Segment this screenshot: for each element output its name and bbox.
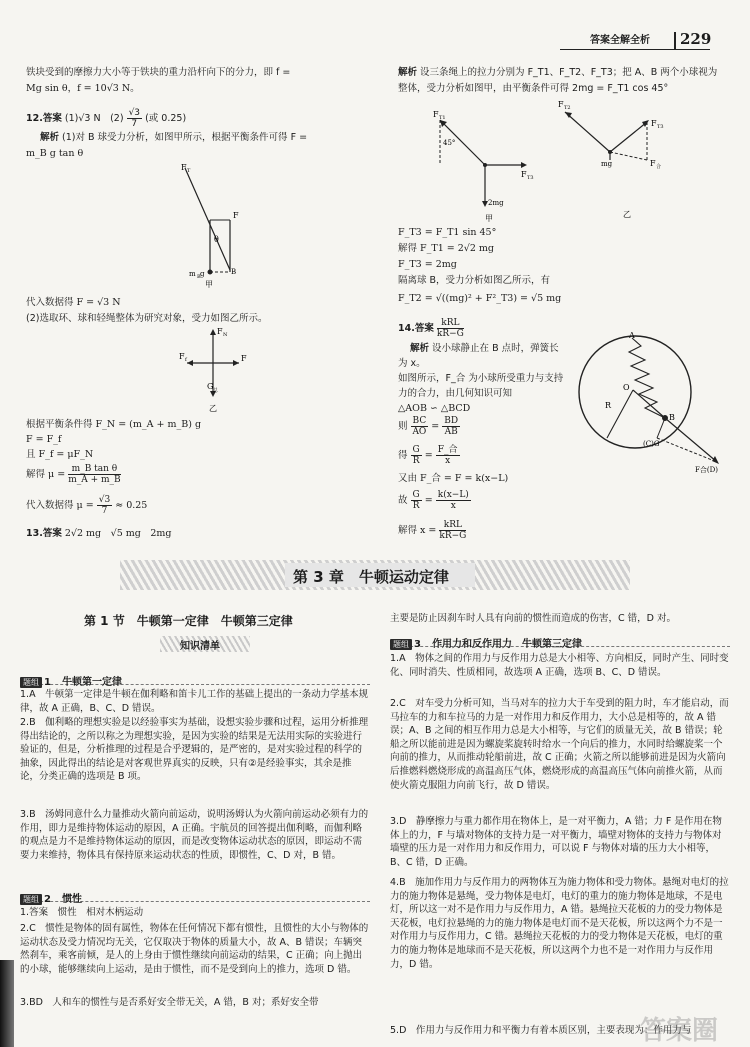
watermark: 答案圈 <box>640 1016 719 1046</box>
svg-text:T1: T1 <box>439 115 446 121</box>
svg-text:T3: T3 <box>527 175 534 181</box>
svg-text:总: 总 <box>213 388 219 394</box>
q14-l8: 又由 F_合 = F = k(x−L) <box>398 473 509 484</box>
fig-yi-label-right: 乙 <box>623 210 631 219</box>
svg-text:45°: 45° <box>443 139 456 147</box>
q12-answer <box>26 108 186 129</box>
q14-l7: 得 $\frac{G}{R}$ = $\frac{\text{F\_合}}{x}$ <box>398 445 458 466</box>
svg-text:F: F <box>217 327 223 336</box>
q14-l6: 则 $\frac{BC}{AO}$ = $\frac{BD}{AB}$ <box>398 416 459 437</box>
svg-text:F: F <box>179 352 185 361</box>
group3-item-5: 5.D 作用力与反作用力和平衡力有着本质区别，主要表现为：作用力与 <box>390 1025 692 1036</box>
eq5: 代入数据得 μ = $\frac{√3}{7}$ ≈ 0.25 <box>26 495 148 516</box>
rt-eq5: F_T2 = √((mg)² + F²_T3) = √5 mg <box>398 293 562 304</box>
eq4: 解得 μ = $\frac{\text{m\_B tan θ}}{m\_A + m\_B}$ <box>26 464 121 485</box>
svg-text:G: G <box>207 382 214 391</box>
figure-jia-right <box>425 105 535 225</box>
svg-text:R: R <box>605 401 612 410</box>
left-line1b: Mg sin θ，f = 10√3 N。 <box>26 83 140 94</box>
svg-text:F: F <box>558 100 564 109</box>
svg-text:B: B <box>197 274 201 280</box>
section-title: 第 1 节 牛顿第一定律 牛顿第三定律 <box>84 614 293 628</box>
knowledge-title: 知识清单 <box>180 641 220 652</box>
q12-no: 12. <box>26 113 43 124</box>
svg-text:T: T <box>187 168 191 174</box>
eq1: 根据平衡条件得 F_N = (m_A + m_B) g <box>26 419 202 430</box>
q12-answer-b: (或 0.25) <box>145 113 187 124</box>
group3-item-2: 2.C 对车受力分析可知，当马对车的拉力大于车受到的阻力时，车才能启动，而马拉车的力和车拉马的力是一对作用力和反作用力，大小总是相等的，故 A 错误；A、B 之间的相互作用力总是大小相等，与它们的质量无关，故 B 错误；轮船之所以能前进是因为螺旋桨旋转时给水一个向后的推力，水同时给螺旋桨一个向前的推力，从而推动轮船前进，故 C 正确；火箭之所以能够前进是因为火箭向后推燃料燃烧形成的高温高压气体，燃烧形成的高温高压气体向前推火箭，从而使火箭克服阻力向前飞行，故 D 错误。 <box>390 698 729 791</box>
svg-text:F: F <box>433 110 439 119</box>
group3-item-3: 3.D 静摩擦力与重力都作用在物体上，是一对平衡力，A 错；力 F 是作用在物体上的力，F 与墙对物体的支持力是一对平衡力，墙壁对物体的支持力与物体对墙壁的压力是一对作用力和反作用力，可以说 F 与物体对墙的压力大小相等，B、C 错，D 正确。 <box>390 816 722 868</box>
rt-eq2: 解得 F_T1 = 2√2 mg <box>398 243 494 254</box>
group1-heading: 题组 1 牛顿第一定律 <box>20 670 370 685</box>
figure-q14-circle <box>575 330 735 475</box>
q12-answer-a: (1)√3 N (2) <box>64 113 124 124</box>
svg-text:F: F <box>241 354 247 363</box>
analysis2: (2)选取环、球和轻绳整体为研究对象，受力如图乙所示。 <box>26 313 268 324</box>
group3-item-1: 1.A 物体之间的作用力与反作用力总是大小相等、方向相反，同时产生、同时变化、同时消失、性质相同，故选项 A 正确，选项 B、C、D 错误。 <box>390 653 729 678</box>
rt-eq3: F_T3 = 2mg <box>398 259 457 270</box>
fig-yi-label-left: 乙 <box>209 404 217 413</box>
q14-l1: 解析 设小球静止在 B 点时，弹簧长 <box>410 343 559 354</box>
header-title: 答案全解全析 <box>590 35 650 46</box>
rt-text1a: 解析 设三条绳上的拉力分别为 F_T1、F_T2、F_T3；把 A、B 两个小球视为 <box>398 67 718 78</box>
svg-text:m: m <box>189 270 196 278</box>
sub1: 代入数据得 F = √3 N <box>26 297 121 308</box>
q12-analysis-1b: m_B g tan θ <box>26 148 84 159</box>
group2-item-2: 2.C 惯性是物体的固有属性，物体在任何情况下都有惯性，且惯性的大小与物体的运动状态及受力情况均无关，它仅取决于物体的质量大小，故 A、B 错误；车辆突然刹车，乘客前倾，是人的上身由于惯性继续向前运动的结果，C 正确；向上抛出的小球，能够继续向上运动，是由于惯性，而不是受到向上的推力，选项 D 错。 <box>20 923 369 975</box>
svg-text:F: F <box>650 159 656 168</box>
figure-yi-right <box>555 92 675 222</box>
analysis-label: 解析 <box>40 132 60 143</box>
group1-item-3: 3.B 汤姆同意什么力量推动火箭向前运动，说明汤姆认为火箭向前运动必须有力的作用，即力是维持物体运动的原因，A 正确。宇航员的回答提出伽利略，而伽利略的观点是力不是维持物体运动的原因，而是改变物体运动状态的原因，即运动不需要力来维持，物体具有保持原来运动状态的性质，即惯性，C、D 对，B 错。 <box>20 809 369 861</box>
svg-text:F合(D): F合(D) <box>695 466 718 474</box>
svg-text:合: 合 <box>656 164 662 170</box>
svg-text:B: B <box>669 413 675 422</box>
svg-text:mg: mg <box>601 160 613 168</box>
svg-text:(C)G: (C)G <box>643 440 660 448</box>
svg-text:F: F <box>651 119 657 128</box>
binding-shadow <box>0 960 14 1047</box>
q14-l2: 为 x。 <box>398 358 426 369</box>
header-divider <box>674 32 676 50</box>
svg-text:T3: T3 <box>657 124 664 130</box>
svg-text:T2: T2 <box>564 105 571 111</box>
q14-l10: 解得 x = $\frac{\text{kRL}}{kR-G}$ <box>398 520 467 541</box>
svg-text:O: O <box>623 383 630 392</box>
figure-jia-left <box>175 160 265 290</box>
q12-analysis-1a: (1)对 B 球受力分析，如图甲所示，根据平衡条件可得 F = <box>62 132 308 143</box>
svg-text:F: F <box>521 170 527 179</box>
q14-l5: △AOB ∽ △BCD <box>398 403 471 414</box>
group3-item-4: 4.B 施加作用力与反作用力的两物体互为施力物体和受力物体。悬绳对电灯的拉力的施力物体是悬绳，受力物体是电灯，电灯的重力的施力物体是地球，不是电灯，所以这一对不是作用力与反作用力，A 错。悬绳拉天花板的力的受力物体是天花板，电灯拉悬绳的力的施力物体是电灯而不是天花板，所以这两个力不是一对作用力与反作用力，C 错。悬绳拉天花板的力的受力物体是天花板，电灯的重力的施力物体是地球而不是天花板，所以这两个力也不是一对作用力与反作用力，D 错。 <box>390 877 729 970</box>
q14-l4: 力的合力，由几何知识可知 <box>398 388 513 399</box>
rt-eq1: F_T3 = F_T1 sin 45° <box>398 227 497 238</box>
q12-frac: $\frac{√3}{7}$ <box>128 108 141 129</box>
group1-item-2: 2.B 伽利略的理想实验是以经验事实为基础，设想实验步骤和过程，运用分析推理得出结论的，之所以称之为理想实验，是因为实验的结果是无法用实际的实验进行验证的，但是，分析推理的过程是合乎逻辑的，是严密的，是对实验过程的科学的抽象，因此得出的结论是对客观世界真实的反映，只有②是经验事实，其余是推论，分类正确的选项是 B 项。 <box>20 717 369 783</box>
svg-text:N: N <box>223 332 228 338</box>
svg-text:f: f <box>185 357 187 363</box>
left-line1a: 铁块受到的摩擦力大小等于铁块的重力沿杆向下的分力，即 f = <box>26 67 291 78</box>
group1-item-1: 1.A 牛顿第一定律是牛顿在伽利略和笛卡儿工作的基础上提出的一条动力学基本规律，故 A 正确，B、C、D 错误。 <box>20 689 369 714</box>
eq3: 且 F_f = μF_N <box>26 449 94 460</box>
rb-cont: 主要是防止因刹车时人具有向前的惯性而造成的伤害，C 错，D 对。 <box>390 613 676 624</box>
eq2: F = F_f <box>26 434 62 445</box>
rt-eq4: 隔离球 B，受力分析如图乙所示，有 <box>398 275 551 286</box>
group3-heading: 题组 3 作用力和反作用力 牛顿第三定律 <box>390 632 730 647</box>
q12-answer-label: 答案 <box>42 113 62 124</box>
q14-answer: 14.答案 $\frac{\text{kRL}}{kR-G}$ <box>398 318 464 339</box>
group2-heading: 题组 2 惯性 <box>20 887 370 902</box>
fig-jia-label-right: 甲 <box>485 214 493 223</box>
group2-item-1: 1.答案 惯性 相对木柄运动 <box>20 907 144 918</box>
rt-text1b: 整体，受力分析如图甲，由平衡条件可得 2mg = F_T1 cos 45° <box>398 83 669 94</box>
figure-yi-left <box>175 325 265 415</box>
svg-text:A: A <box>629 331 635 340</box>
q14-l3: 如图所示，F_合 为小球所受重力与支持 <box>398 373 564 384</box>
fig-jia-label-left: 甲 <box>205 280 213 289</box>
svg-text:F: F <box>233 211 239 220</box>
q12-analysis <box>40 131 307 145</box>
svg-text:F: F <box>181 163 187 172</box>
chapter-title: 第 3 章 牛顿运动定律 <box>293 568 449 586</box>
svg-text:θ: θ <box>214 235 219 244</box>
page-number: 229 <box>680 30 712 48</box>
svg-text:g: g <box>200 270 205 278</box>
svg-text:B: B <box>231 268 237 276</box>
q14-l9: 故 $\frac{G}{R}$ = $\frac{k(x-L)}{x}$ <box>398 490 469 511</box>
svg-text:2mg: 2mg <box>488 199 504 207</box>
q13-answer: 13.答案 2√2 mg √5 mg 2mg <box>26 528 172 539</box>
group2-item-3: 3.BD 人和车的惯性与是否系好安全带无关，A 错，B 对；系好安全带 <box>20 997 319 1008</box>
